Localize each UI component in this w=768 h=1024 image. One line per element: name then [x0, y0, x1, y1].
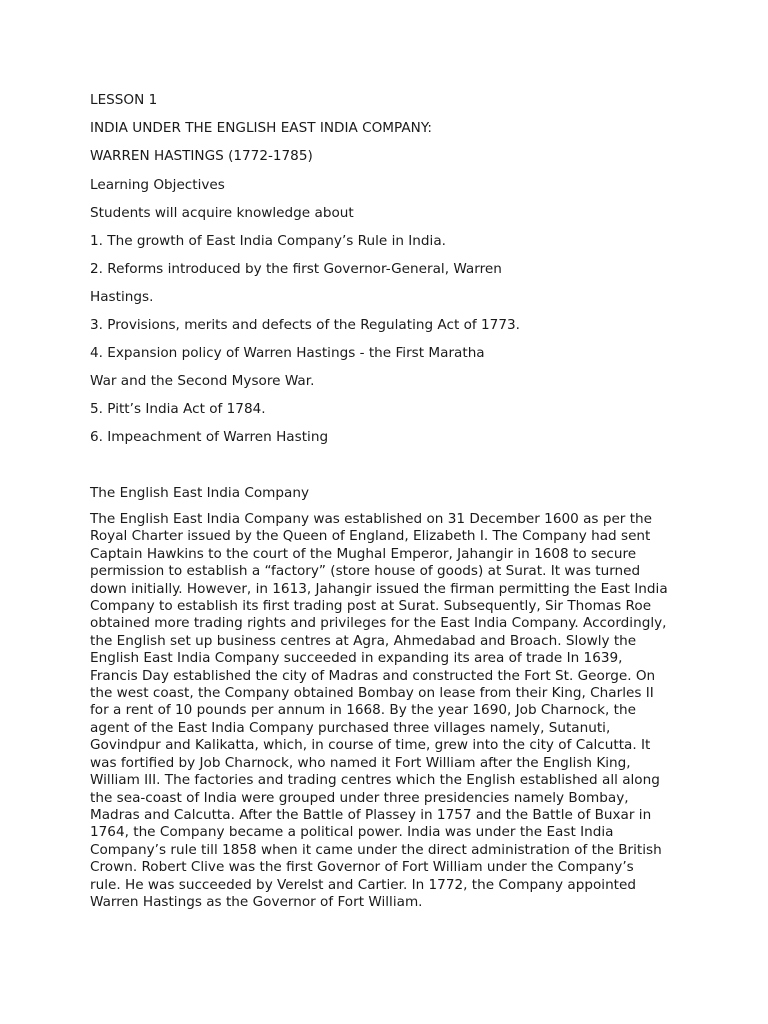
objective-item: War and the Second Mysore War. [90, 373, 315, 389]
section-heading: The English East India Company [90, 485, 310, 501]
objective-item: 2. Reforms introduced by the first Governor-General, Warren [90, 261, 502, 277]
chapter-subtitle: WARREN HASTINGS (1772-1785) [90, 148, 313, 164]
objective-item: Hastings. [90, 289, 154, 305]
objective-item: 5. Pitt’s India Act of 1784. [90, 401, 266, 417]
objectives-heading: Learning Objectives [90, 177, 225, 193]
objective-item: 6. Impeachment of Warren Hasting [90, 429, 329, 445]
objective-item: 1. The growth of East India Company’s Rule in India. [90, 233, 446, 249]
objective-item: 3. Provisions, merits and defects of the Regulating Act of 1773. [90, 317, 520, 333]
chapter-title: INDIA UNDER THE ENGLISH EAST INDIA COMPANY: [90, 120, 432, 136]
lesson-label: LESSON 1 [90, 92, 158, 108]
objective-item: 4. Expansion policy of Warren Hastings - the First Maratha [90, 345, 485, 361]
section-body: The English East India Company was established on 31 December 1600 as per the Royal Charter issued by the Queen of England, Elizabeth I. The Company had sent Captain Hawkins to the court of the Mughal Emperor, Jahangir in 1608 to secure permission to establish a “factory” (store house of goods) at Surat. It was turned down initially. However, in 1613, Jahangir issued the firman permitting the East India Company to establish its first trading post at Surat. Subsequently, Sir Thomas Roe obtained more trading rights and privileges for the East India Company. Accordingly, the English set up business centres at Agra, Ahmedabad and Broach. Slowly the English East India Company succeeded in expanding its area of trade In 1639, Francis Day established the city of Madras and constructed the Fort St. George. On the west coast, the Company obtained Bombay on lease from their King, Charles II for a rent of 10 pounds per annum in 1668. By the year 1690, Job Charnock, the agent of the East India Company purchased three villages namely, Sutanuti, Govindpur and Kalikatta, which, in course of time, grew into the city of Calcutta. It was fortified by Job Charnock, who named it Fort William after the English King, William III. The factories and trading centres which the English established all along the sea-coast of India were grouped under three presidencies namely Bombay, Madras and Calcutta. After the Battle of Plassey in 1757 and the Battle of Buxar in 1764, the Company became a political power. India was under the East India Company’s rule till 1858 when it came under the direct administration of the British Crown. Robert Clive was the first Governor of Fort William under the Company’s rule. He was succeeded by Verelst and Cartier. In 1772, the Company appointed Warren Hastings as the Governor of Fort William. [90, 511, 668, 910]
objectives-intro: Students will acquire knowledge about [90, 205, 354, 221]
